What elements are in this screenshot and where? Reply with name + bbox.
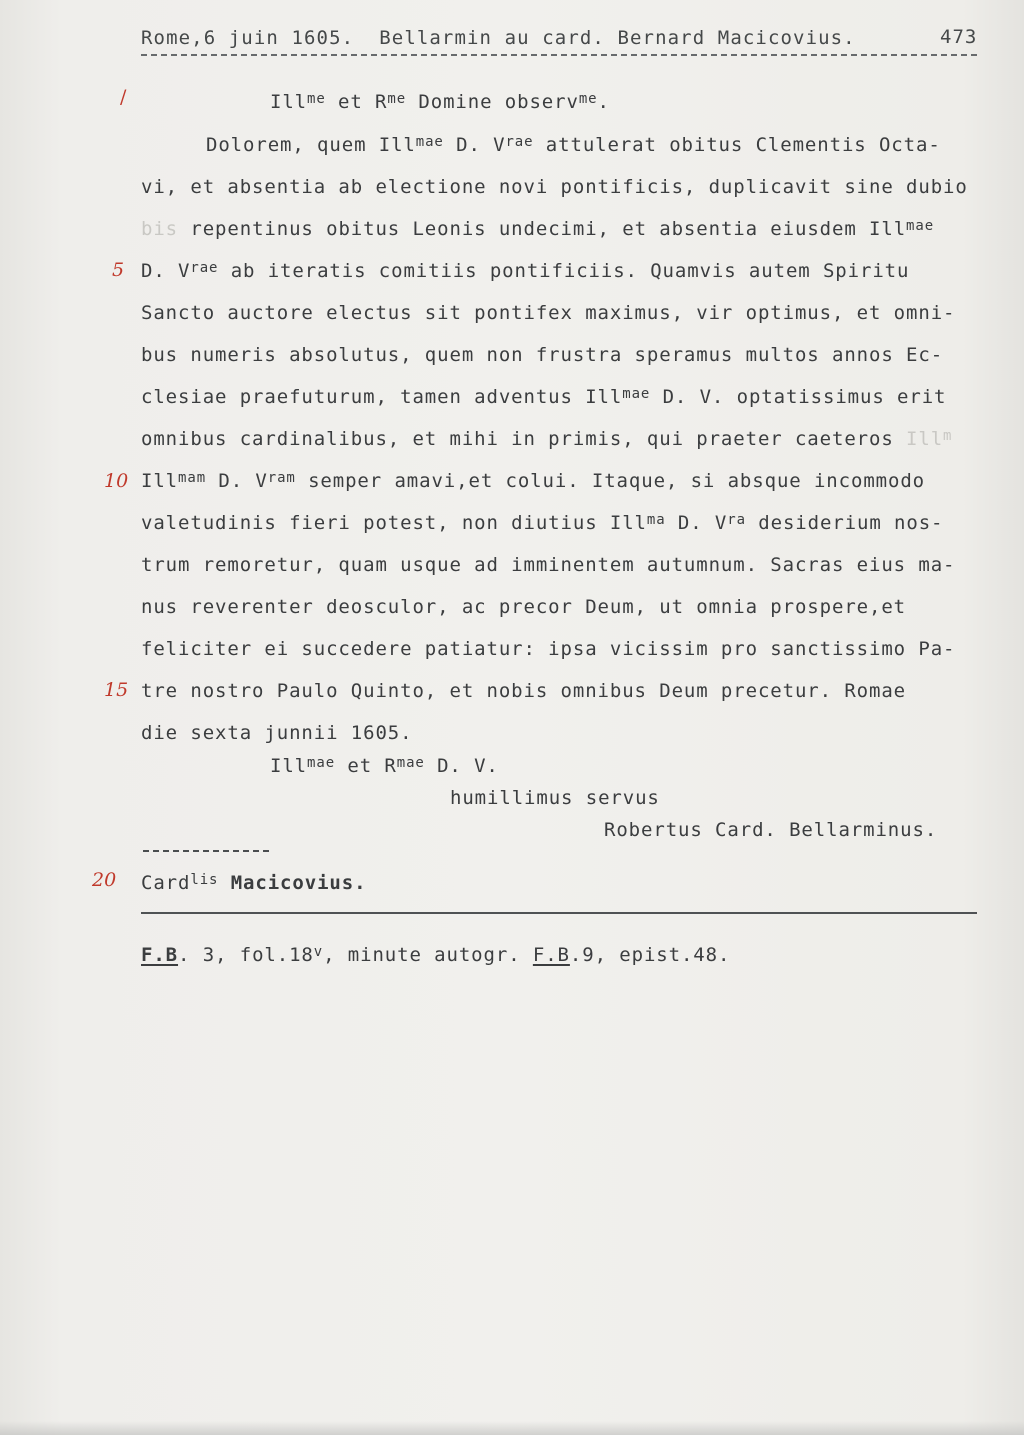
struck-word: bis	[141, 218, 179, 240]
body-line-14: tre nostro Paulo Quinto, et nobis omnibus Deum precetur. Romae	[141, 680, 907, 702]
margin-mark-20: 20	[92, 869, 117, 891]
margin-mark-15: 15	[104, 679, 129, 701]
body-line-13: feliciter ei succedere patiatur: ipsa vicissim pro sanctissimo Pa-	[141, 638, 956, 660]
running-header: Rome,6 juin 1605. Bellarmin au card. Bernard Macicovius.	[141, 27, 856, 49]
closing-formula: Ill$^{mae}$ et $R^{mae}$ D. V.	[270, 755, 499, 777]
addressee: Card$^{lis}$ Macicovius.	[141, 872, 367, 894]
page-number: 473	[940, 26, 978, 48]
addressee-separator	[143, 850, 269, 852]
margin-mark-5: 5	[112, 259, 125, 281]
body-line-12: nus reverenter deosculor, ac precor Deum, ut omnia prospere,et	[141, 596, 907, 618]
signature: Robertus Card. Bellarminus.	[604, 819, 938, 841]
body-line-15: die sexta junnii 1605.	[141, 722, 413, 744]
body-line-5: Sancto auctore electus sit pontifex maximus, vir optimus, et omni-	[141, 302, 956, 324]
body-line-8: omnibus cardinalibus, et mihi in primis, qui praeter caeteros Ill$^m$	[141, 428, 953, 450]
body-line-1: Dolorem, quem Ill$^{mae}$ D. $V^{rae}$ attulerat obitus Clementis Octa-	[206, 134, 941, 156]
faint-overflow-text: Ill	[893, 428, 944, 450]
margin-mark-1: /	[120, 86, 127, 108]
body-line-2: vi, et absentia ab electione novi pontificis, duplicavit sine dubio	[141, 176, 968, 198]
body-line-11: trum remoretur, quam usque ad imminentem autumnum. Sacras eius ma-	[141, 554, 956, 576]
body-line-6: bus numeris absolutus, quem non frustra speramus multos annos Ec-	[141, 344, 944, 366]
margin-mark-10: 10	[104, 470, 129, 492]
body-line-4: D. $V^{rae}$ ab iteratis comitiis pontificiis. Quamvis autem Spiritu	[141, 260, 910, 282]
salutation: Ill$^{me}$ et $R^{me}$ Domine observ$^{me}$.	[270, 91, 610, 113]
closing-servus: humillimus servus	[450, 787, 660, 809]
body-line-9: Ill$^{mam}$ D. $V^{ram}$ semper amavi,et colui. Itaque, si absque incommodo	[141, 470, 926, 492]
scan-edge-shadow	[0, 1421, 1024, 1435]
body-line-10: valetudinis fieri potest, non diutius Ill$^{ma}$ D. $V^{ra}$ desiderium nos-	[141, 512, 944, 534]
footnote-rule	[141, 912, 977, 914]
body-line-7: clesiae praefuturum, tamen adventus Ill$^{mae}$ D. V. optatissimus erit	[141, 386, 947, 408]
body-line-3: bis repentinus obitus Leonis undecimi, et absentia eiusdem Ill$^{mae}$	[141, 218, 935, 240]
source-footnote: F.B. 3, fol.18$^v$, minute autogr. F.B.9, epist.48.	[141, 944, 731, 966]
header-rule	[141, 54, 977, 56]
